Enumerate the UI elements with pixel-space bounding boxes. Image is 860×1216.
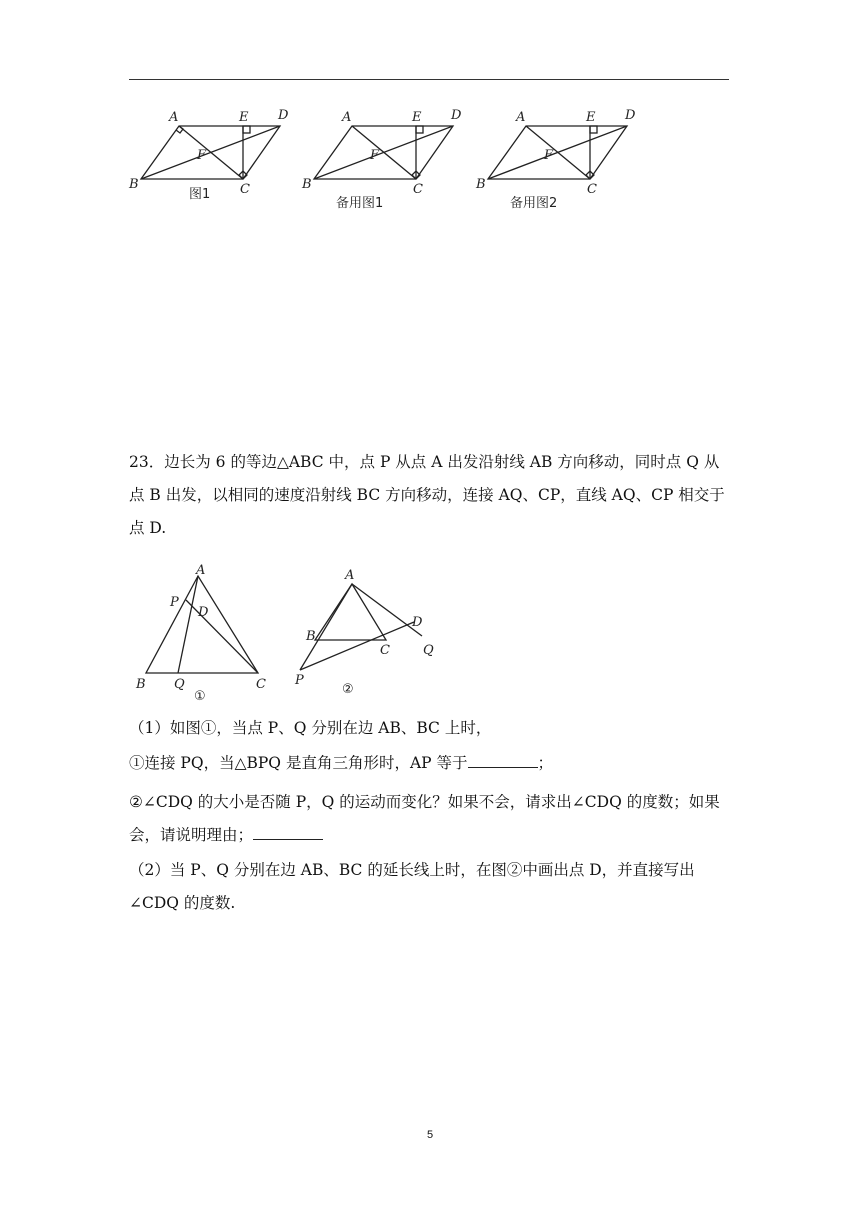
problem-23-part2: （2）当 P、Q 分别在边 AB、BC 的延长线上时，在图②中画出点 D，并直接写出∠CDQ 的度数. [129,861,695,912]
figure-caption: 备用图1 [336,196,384,211]
label-b: B [129,177,139,192]
header-rule [129,79,729,80]
figure-triangle-1 [130,560,280,709]
answer-blank-2[interactable] [253,823,323,840]
label-q: Q [174,677,185,692]
page-number: 5 [426,1129,434,1141]
figure-triangle-2 [290,560,450,709]
label-c: C [587,182,597,197]
label-d: D [198,605,209,620]
label-b: B [476,177,486,192]
label-c: C [256,677,266,692]
figure-parallelogram-1 [125,100,305,214]
label-a: A [516,110,526,125]
label-d: D [451,108,462,123]
label-a: A [345,568,355,583]
label-p: P [170,595,179,610]
label-f: F [370,148,380,163]
label-e: E [412,110,422,125]
problem-23-q2 [129,786,731,852]
label-d: D [625,108,636,123]
q1-text: ①连接 PQ，当△BPQ 是直角三角形时，AP 等于 [129,754,468,772]
figure-number: ② [342,682,354,697]
figure-parallelogram-3 [472,100,652,214]
answer-blank-1[interactable] [468,751,538,768]
figure-caption: 备用图2 [510,196,558,211]
label-q: Q [423,643,434,658]
label-f: F [197,148,207,163]
label-d: D [278,108,289,123]
figure-number: ① [194,689,206,704]
label-d: D [412,615,423,630]
label-a: A [196,563,206,578]
q2-text: ②∠CDQ 的大小是否随 P，Q 的运动而变化？如果不会，请求出∠CDQ 的度数；如果会，请说明理由； [129,793,720,844]
label-a: A [169,110,179,125]
figure-caption: 图1 [189,187,211,202]
label-b: B [306,629,316,644]
label-e: E [239,110,249,125]
label-c: C [380,643,390,658]
q1-end: ； [537,754,554,772]
problem-23-q1 [129,751,731,775]
label-p: P [295,673,304,688]
problem-23-intro: 23．边长为 6 的等边△ABC 中，点 P 从点 A 出发沿射线 AB 方向移动，同时点 Q 从点 B 出发，以相同的速度沿射线 BC 方向移动，连接 AQ、CP，直线 AQ、CP 相交于点 D. [129,453,725,537]
label-c: C [240,182,250,197]
label-f: F [544,148,554,163]
label-a: A [342,110,352,125]
problem-23-part1: （1）如图①，当点 P、Q 分别在边 AB、BC 上时， [129,719,492,737]
figure-parallelogram-2 [298,100,478,214]
label-b: B [302,177,312,192]
label-e: E [586,110,596,125]
label-b: B [136,677,146,692]
label-c: C [413,182,423,197]
